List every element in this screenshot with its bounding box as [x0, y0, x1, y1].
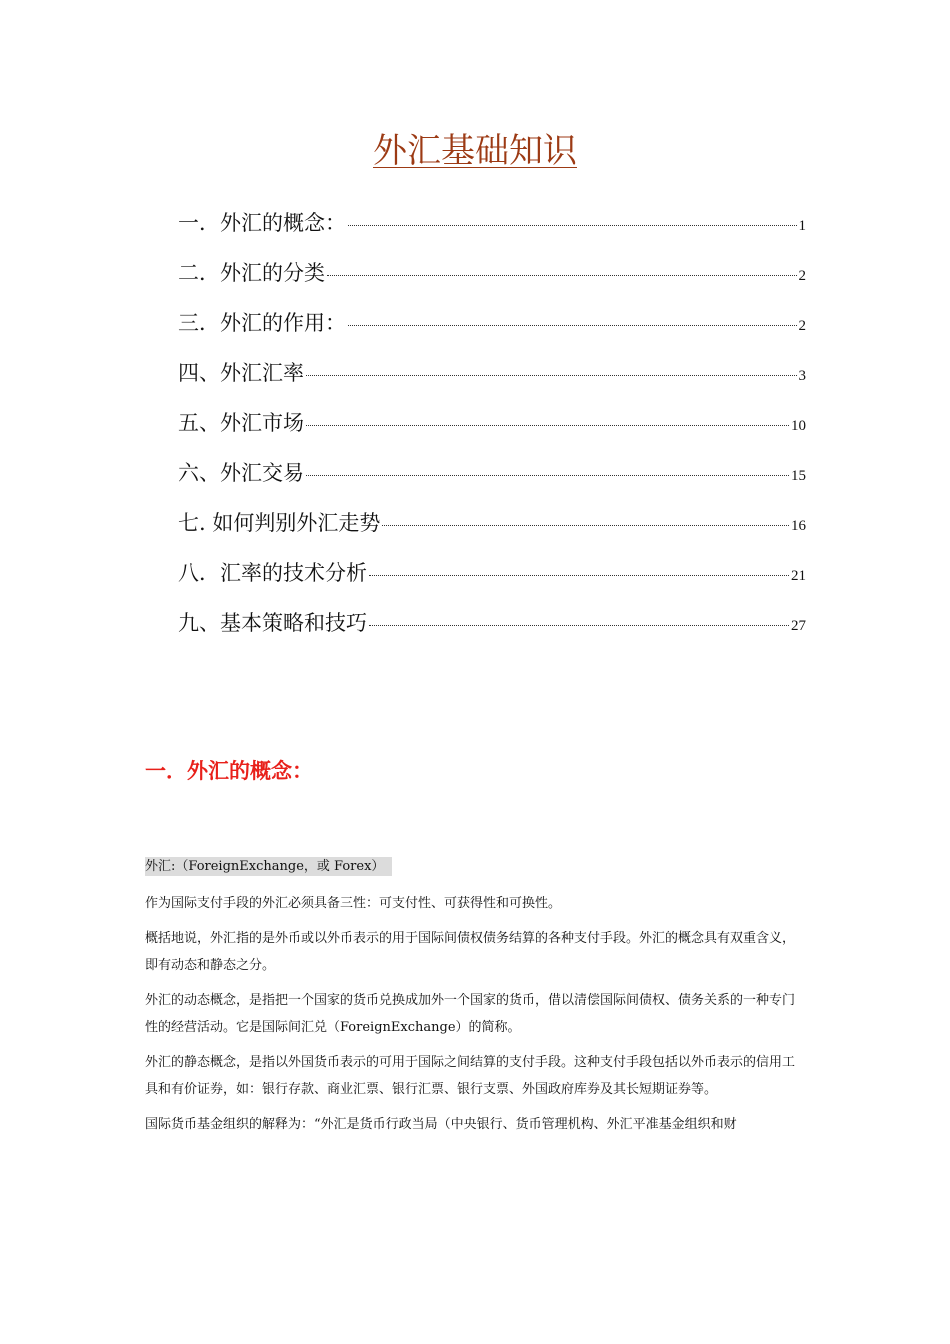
- toc-entry-3[interactable]: [178, 298, 806, 348]
- body-paragraph: 概括地说，外汇指的是外币或以外币表示的用于国际间债权债务结算的各种支付手段。外汇的概念具有双重含义，即有动态和静态之分。: [145, 931, 796, 973]
- body-paragraph: 国际货币基金组织的解释为：“外汇是货币行政当局（中央银行、货币管理机构、外汇平准基金组织和财: [145, 1117, 737, 1132]
- section-body: [145, 853, 807, 1146]
- toc-leader-dots: [348, 225, 797, 226]
- toc-entry-label: 二．外汇的分类: [178, 261, 325, 285]
- toc-entry-label: 六、外汇交易: [178, 461, 304, 485]
- toc-entry-5[interactable]: [178, 398, 806, 448]
- toc-entry-4[interactable]: [178, 348, 806, 398]
- toc-leader-dots: [369, 575, 789, 576]
- toc-leader-dots: [327, 275, 797, 276]
- document-title: 外汇基础知识: [373, 131, 577, 171]
- toc-entry-label: 三．外汇的作用：: [178, 311, 346, 335]
- body-paragraph: 外汇的动态概念，是指把一个国家的货币兑换成加外一个国家的货币，借以清偿国际间债权、债务关系的一种专门性的经营活动。它是国际间汇兑（ForeignExchange）的简称。: [145, 993, 796, 1035]
- toc-entry-8[interactable]: [178, 548, 806, 598]
- body-paragraph-definition: [145, 853, 807, 880]
- toc-leader-dots: [369, 625, 789, 626]
- toc-entry-page: 16: [791, 518, 806, 534]
- toc-leader-dots: [348, 325, 797, 326]
- toc-entry-label: 八．汇率的技术分析: [178, 561, 367, 585]
- toc-entry-label: 一．外汇的概念：: [178, 211, 346, 235]
- toc-leader-dots: [382, 525, 789, 526]
- highlighted-definition: 外汇:（ForeignExchange，或 Forex）: [145, 857, 392, 876]
- toc-entry-page: 10: [791, 418, 806, 434]
- toc-entry-label: 七. 如何判别外汇走势: [178, 511, 381, 535]
- toc-entry-page: 3: [798, 368, 806, 384]
- section-heading: 一．外汇的概念：: [145, 758, 313, 783]
- toc-entry-page: 2: [798, 318, 806, 334]
- toc-entry-1[interactable]: [178, 198, 806, 248]
- toc-entry-label: 四、外汇汇率: [178, 361, 304, 385]
- toc-leader-dots: [306, 475, 789, 476]
- toc-entry-label: 九、基本策略和技巧: [178, 611, 367, 635]
- toc-leader-dots: [306, 425, 789, 426]
- toc-entry-2[interactable]: [178, 248, 806, 298]
- toc-entry-page: 15: [791, 468, 806, 484]
- toc-entry-label: 五、外汇市场: [178, 411, 304, 435]
- toc-entry-page: 2: [798, 268, 806, 284]
- toc-entry-page: 1: [798, 218, 806, 234]
- body-paragraph: 作为国际支付手段的外汇必须具备三性：可支付性、可获得性和可换性。: [145, 896, 562, 911]
- toc-entry-page: 21: [791, 568, 806, 584]
- toc-entry-7[interactable]: [178, 498, 806, 548]
- table-of-contents: [178, 198, 806, 648]
- toc-entry-page: 27: [791, 618, 806, 634]
- toc-entry-6[interactable]: [178, 448, 806, 498]
- toc-leader-dots: [306, 375, 797, 376]
- body-paragraph: 外汇的静态概念，是指以外国货币表示的可用于国际之间结算的支付手段。这种支付手段包括以外币表示的信用工具和有价证券，如：银行存款、商业汇票、银行汇票、银行支票、外国政府库券及其长短期证券等。: [145, 1055, 796, 1097]
- toc-entry-9[interactable]: [178, 598, 806, 648]
